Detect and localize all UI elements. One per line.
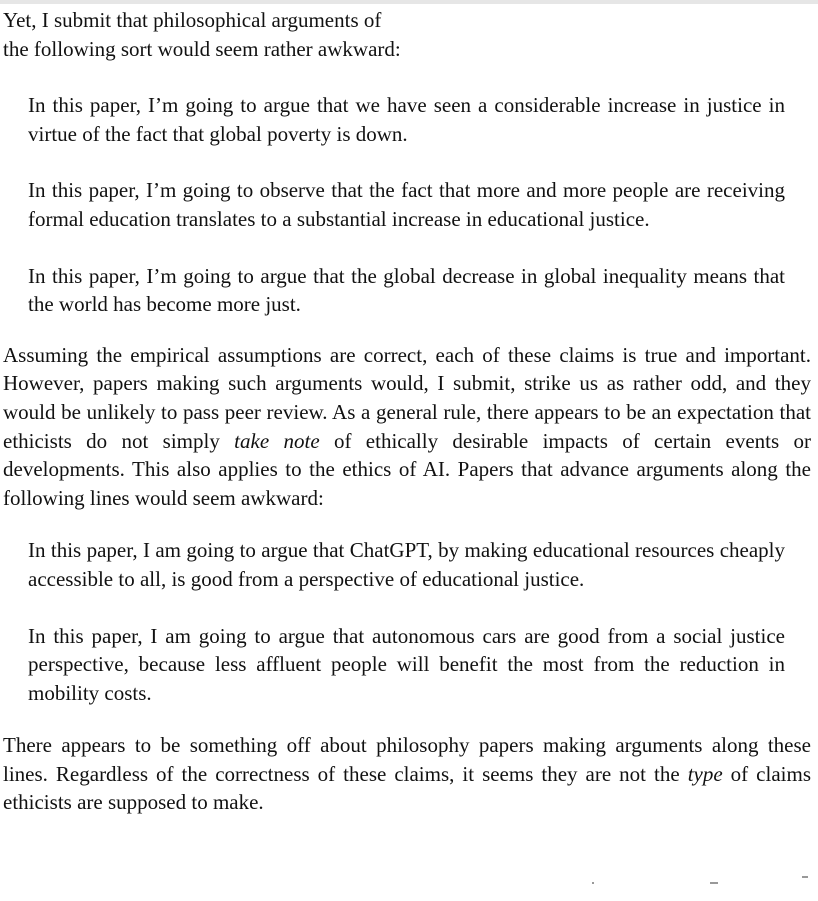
block-quote-education: In this paper, I’m going to observe that the fact that more and more people are receiving formal education translates to a substantial increase in educational justice. bbox=[28, 178, 785, 231]
block-quote-chatgpt: In this paper, I am going to argue that ChatGPT, by making educational resources cheaply accessible to all, is good from a perspective of educational justice. bbox=[28, 538, 785, 591]
body-paragraph-assumptions bbox=[3, 341, 811, 513]
scan-artifact bbox=[592, 882, 594, 884]
body-paragraph-conclusion bbox=[3, 731, 811, 817]
scan-artifact bbox=[710, 882, 718, 884]
assumptions-text-2: of ethically desirable impacts of certain events or developments. This also applies to the ethics of AI. Papers that advance arguments along the following lines would seem awkward: bbox=[3, 428, 811, 510]
block-quote-poverty: In this paper, I’m going to argue that we have seen a considerable increase in justice in virtue of the fact that global poverty is down. bbox=[28, 93, 785, 146]
block-quote-autonomous-cars: In this paper, I am going to argue that autonomous cars are good from a social justice perspective, because less affluent people will benefit the most from the reduction in mobility costs. bbox=[28, 623, 785, 705]
top-border bbox=[0, 0, 818, 4]
emphasis-type: type bbox=[687, 761, 723, 786]
intro-line-2: the following sort would seem rather awkward: bbox=[3, 36, 401, 61]
document-page bbox=[3, 6, 811, 817]
scan-artifact bbox=[802, 876, 808, 878]
conclusion-text-1: There appears to be something off about philosophy papers making arguments along these lines. Regardless of the correctness of these claims, it seems they are not the bbox=[3, 733, 811, 786]
assumptions-text-1: Assuming the empirical assumptions are correct, each of these claims is true and important. However, papers making such arguments would, I submit, strike us as rather odd, and they would be unlikely to pass peer review. As a general rule, there appears to be an expectation that ethicists do not simply bbox=[3, 342, 811, 453]
block-quote-inequality: In this paper, I’m going to argue that the global decrease in global inequality means that the world has become more just. bbox=[28, 263, 785, 317]
intro-paragraph bbox=[3, 6, 811, 63]
conclusion-text-2: of claims ethicists are supposed to make. bbox=[3, 761, 811, 815]
emphasis-take-note: take note bbox=[234, 428, 320, 453]
intro-line-1: Yet, I submit that philosophical arguments of bbox=[3, 8, 382, 32]
